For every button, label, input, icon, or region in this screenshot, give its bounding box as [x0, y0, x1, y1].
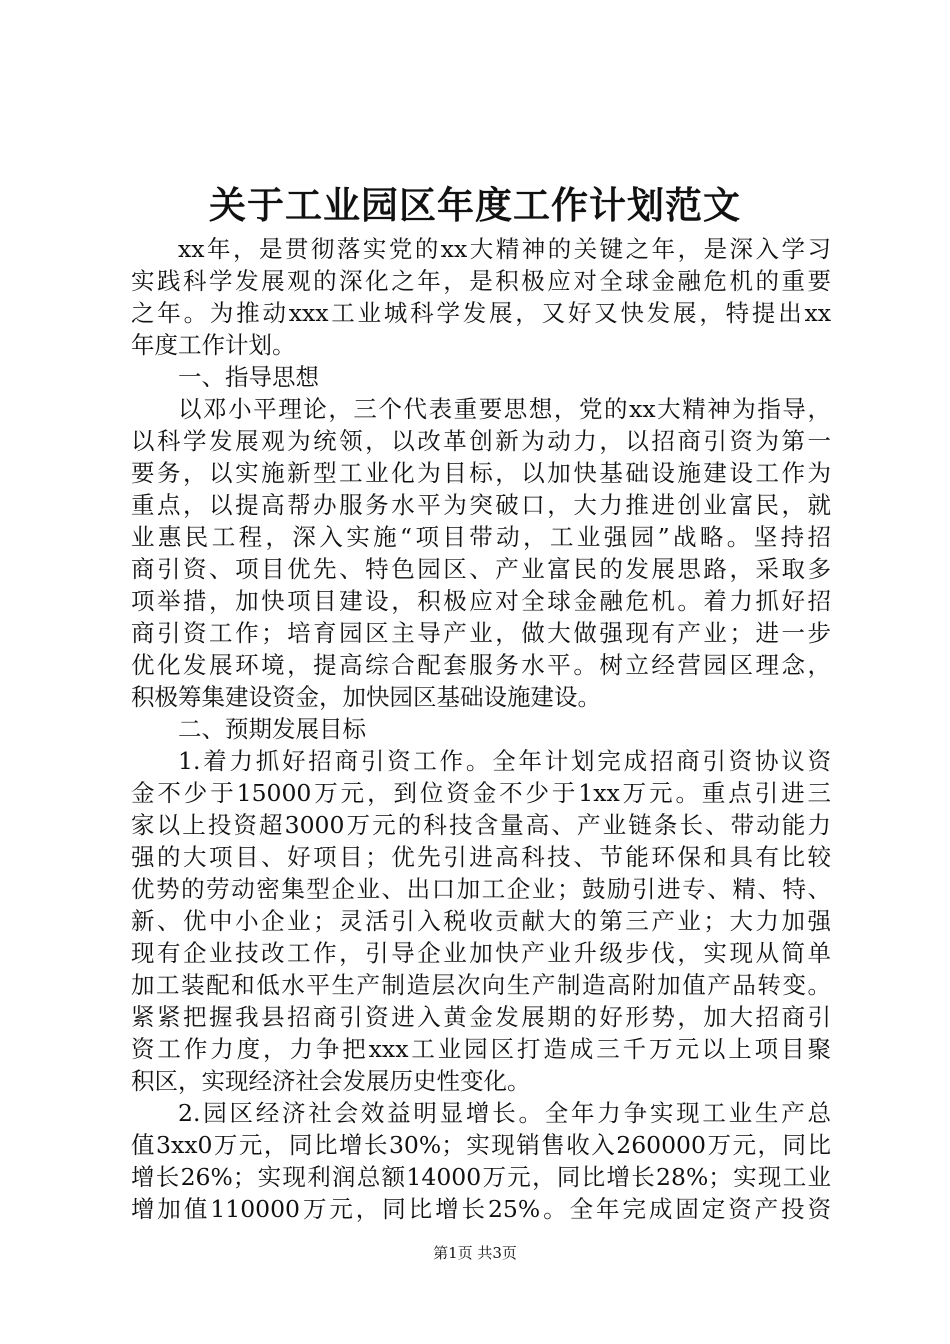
paragraph-line: 家以上投资超3000万元的科技含量高、产业链条长、带动能力	[131, 811, 831, 839]
paragraph-line: 1.着力抓好招商引资工作。全年计划完成招商引资协议资	[178, 747, 831, 775]
section-heading: 二、预期发展目标	[178, 715, 366, 743]
document-title: 关于工业园区年度工作计划范文	[209, 183, 741, 227]
paragraph-line: 值3xx0万元，同比增长30%；实现销售收入260000万元，同比	[131, 1131, 831, 1159]
paragraph-line: 资工作力度，力争把xxx工业园区打造成三千万元以上项目聚	[131, 1035, 831, 1063]
paragraph-line: 优势的劳动密集型企业、出口加工企业；鼓励引进专、精、特、	[131, 875, 831, 903]
paragraph-line: 项举措，加快项目建设，积极应对全球金融危机。着力抓好招	[131, 587, 831, 615]
paragraph-line: 商引资工作；培育园区主导产业，做大做强现有产业；进一步	[131, 619, 831, 647]
paragraph-line: 优化发展环境，提高综合配套服务水平。树立经营园区理念，	[131, 651, 831, 679]
paragraph-line: 要务，以实施新型工业化为目标，以加快基础设施建设工作为	[131, 459, 831, 487]
paragraph-line: 增加值110000万元，同比增长25%。全年完成固定资产投资	[131, 1195, 831, 1223]
paragraph-line: 年度工作计划。	[131, 331, 296, 359]
paragraph-line: 以邓小平理论，三个代表重要思想，党的xx大精神为指导，	[178, 395, 831, 423]
paragraph-line: 现有企业技改工作，引导企业加快产业升级步伐，实现从简单	[131, 939, 831, 967]
paragraph-line: 积区，实现经济社会发展历史性变化。	[131, 1067, 531, 1095]
page-number-footer: 第1页 共3页	[433, 1244, 517, 1262]
paragraph-line: 以科学发展观为统领，以改革创新为动力，以招商引资为第一	[131, 427, 831, 455]
paragraph-line: 加工装配和低水平生产制造层次向生产制造高附加值产品转变。	[131, 971, 831, 999]
paragraph-line: 增长26%；实现利润总额14000万元，同比增长28%；实现工业	[131, 1163, 831, 1191]
section-heading: 一、指导思想	[178, 363, 319, 391]
paragraph-line: 商引资、项目优先、特色园区、产业富民的发展思路，采取多	[131, 555, 831, 583]
paragraph-line: 实践科学发展观的深化之年，是积极应对全球金融危机的重要	[131, 267, 831, 295]
paragraph-line: 积极筹集建设资金，加快园区基础设施建设。	[131, 683, 601, 711]
paragraph-line: 紧紧把握我县招商引资进入黄金发展期的好形势，加大招商引	[131, 1003, 831, 1031]
document-body	[131, 233, 831, 1225]
paragraph-line: 之年。为推动xxx工业城科学发展，又好又快发展，特提出xx	[131, 299, 831, 327]
paragraph-line: 业惠民工程，深入实施“项目带动，工业强园”战略。坚持招	[131, 523, 831, 551]
paragraph-line: 重点，以提高帮办服务水平为突破口，大力推进创业富民，就	[131, 491, 831, 519]
paragraph-line: 新、优中小企业；灵活引入税收贡献大的第三产业；大力加强	[131, 907, 831, 935]
paragraph-line: 2.园区经济社会效益明显增长。全年力争实现工业生产总	[178, 1099, 831, 1127]
paragraph-line: 金不少于15000万元，到位资金不少于1xx万元。重点引进三	[131, 779, 831, 807]
paragraph-line: xx年，是贯彻落实党的xx大精神的关键之年，是深入学习	[178, 235, 831, 263]
paragraph-line: 强的大项目、好项目；优先引进高科技、节能环保和具有比较	[131, 843, 831, 871]
